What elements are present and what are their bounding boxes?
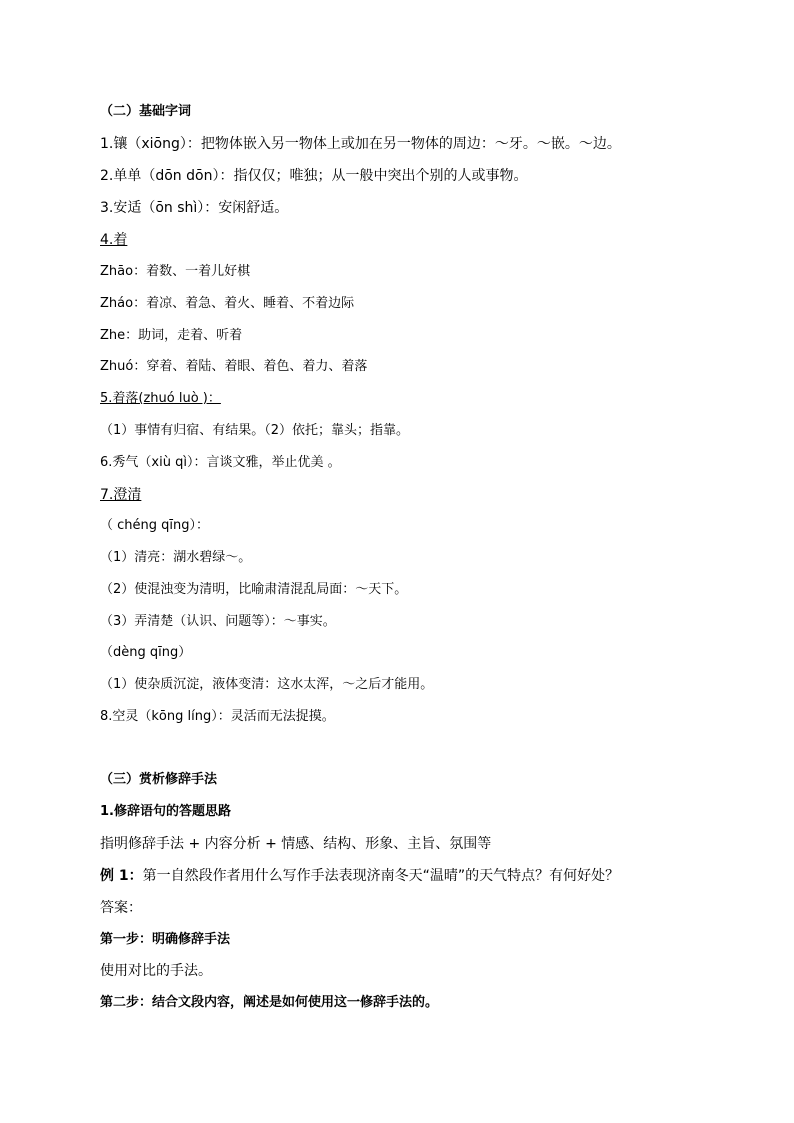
item1-text: 1.镶（xiōng）：把物体嵌入另一物体上或加在另一物体的周边：～牙。～嵌。～边。 (100, 136, 621, 152)
item4-line: Zhāo：着数、一着儿好棋 (100, 264, 251, 279)
example-1 (100, 866, 619, 886)
item4-line: Zháo：着凉、着急、着火、睡着、不着边际 (100, 296, 355, 311)
item7-line: （3）弄清楚（认识、问题等）：～事实。 (100, 614, 336, 629)
item3-text: 3.安适（ōn shì）：安闲舒适。 (100, 200, 289, 216)
example-text: 第一自然段作者用什么写作手法表现济南冬天“温晴”的天气特点？有何好处？ (142, 868, 620, 884)
step2-heading: 第二步：结合文段内容，阐述是如何使用这一修辞手法的。 (100, 995, 439, 1010)
item4-line: Zhe：助词，走着、听着 (100, 328, 243, 343)
answer-formula: 指明修辞手法 + 内容分析 + 情感、结构、形象、主旨、氛围等 (100, 836, 492, 852)
item8-text: 8.空灵（kōng líng）：灵活而无法捉摸。 (100, 709, 335, 724)
section3-subheading: 1.修辞语句的答题思路 (100, 804, 231, 819)
item7-line: （2）使混浊变为清明，比喻肃清混乱局面：～天下。 (100, 582, 408, 597)
section2-heading: （二）基础字词 (100, 104, 192, 119)
item5-title: 5.着落(zhuó luò )： (100, 391, 221, 406)
item4-title: 4.着 (100, 232, 128, 248)
item7-line: （dèng qīng） (100, 645, 192, 660)
item7-line: （1）使杂质沉淀，液体变清：这水太浑，～之后才能用。 (100, 677, 434, 692)
item4-line: Zhuó：穿着、着陆、着眼、着色、着力、着落 (100, 359, 368, 374)
item2-text: 2.单单（dōn dōn）：指仅仅；唯独；从一般中突出个别的人或事物。 (100, 168, 528, 184)
item7-line: （ chéng qīng）： (100, 518, 209, 533)
step1-heading: 第一步：明确修辞手法 (100, 932, 231, 947)
answer-label: 答案： (100, 900, 142, 916)
item7-line: （1）清亮：湖水碧绿～。 (100, 550, 252, 565)
item5-detail: （1）事情有归宿、有结果。（2）依托；靠头；指靠。 (100, 423, 410, 438)
example-label: 例 1： (100, 868, 143, 884)
section3-heading: （三）赏析修辞手法 (100, 772, 218, 787)
item6-text: 6.秀气（xiù qì）：言谈文雅，举止优美 。 (100, 455, 341, 470)
item7-title: 7.澄清 (100, 487, 142, 503)
step1-text: 使用对比的手法。 (100, 963, 212, 979)
